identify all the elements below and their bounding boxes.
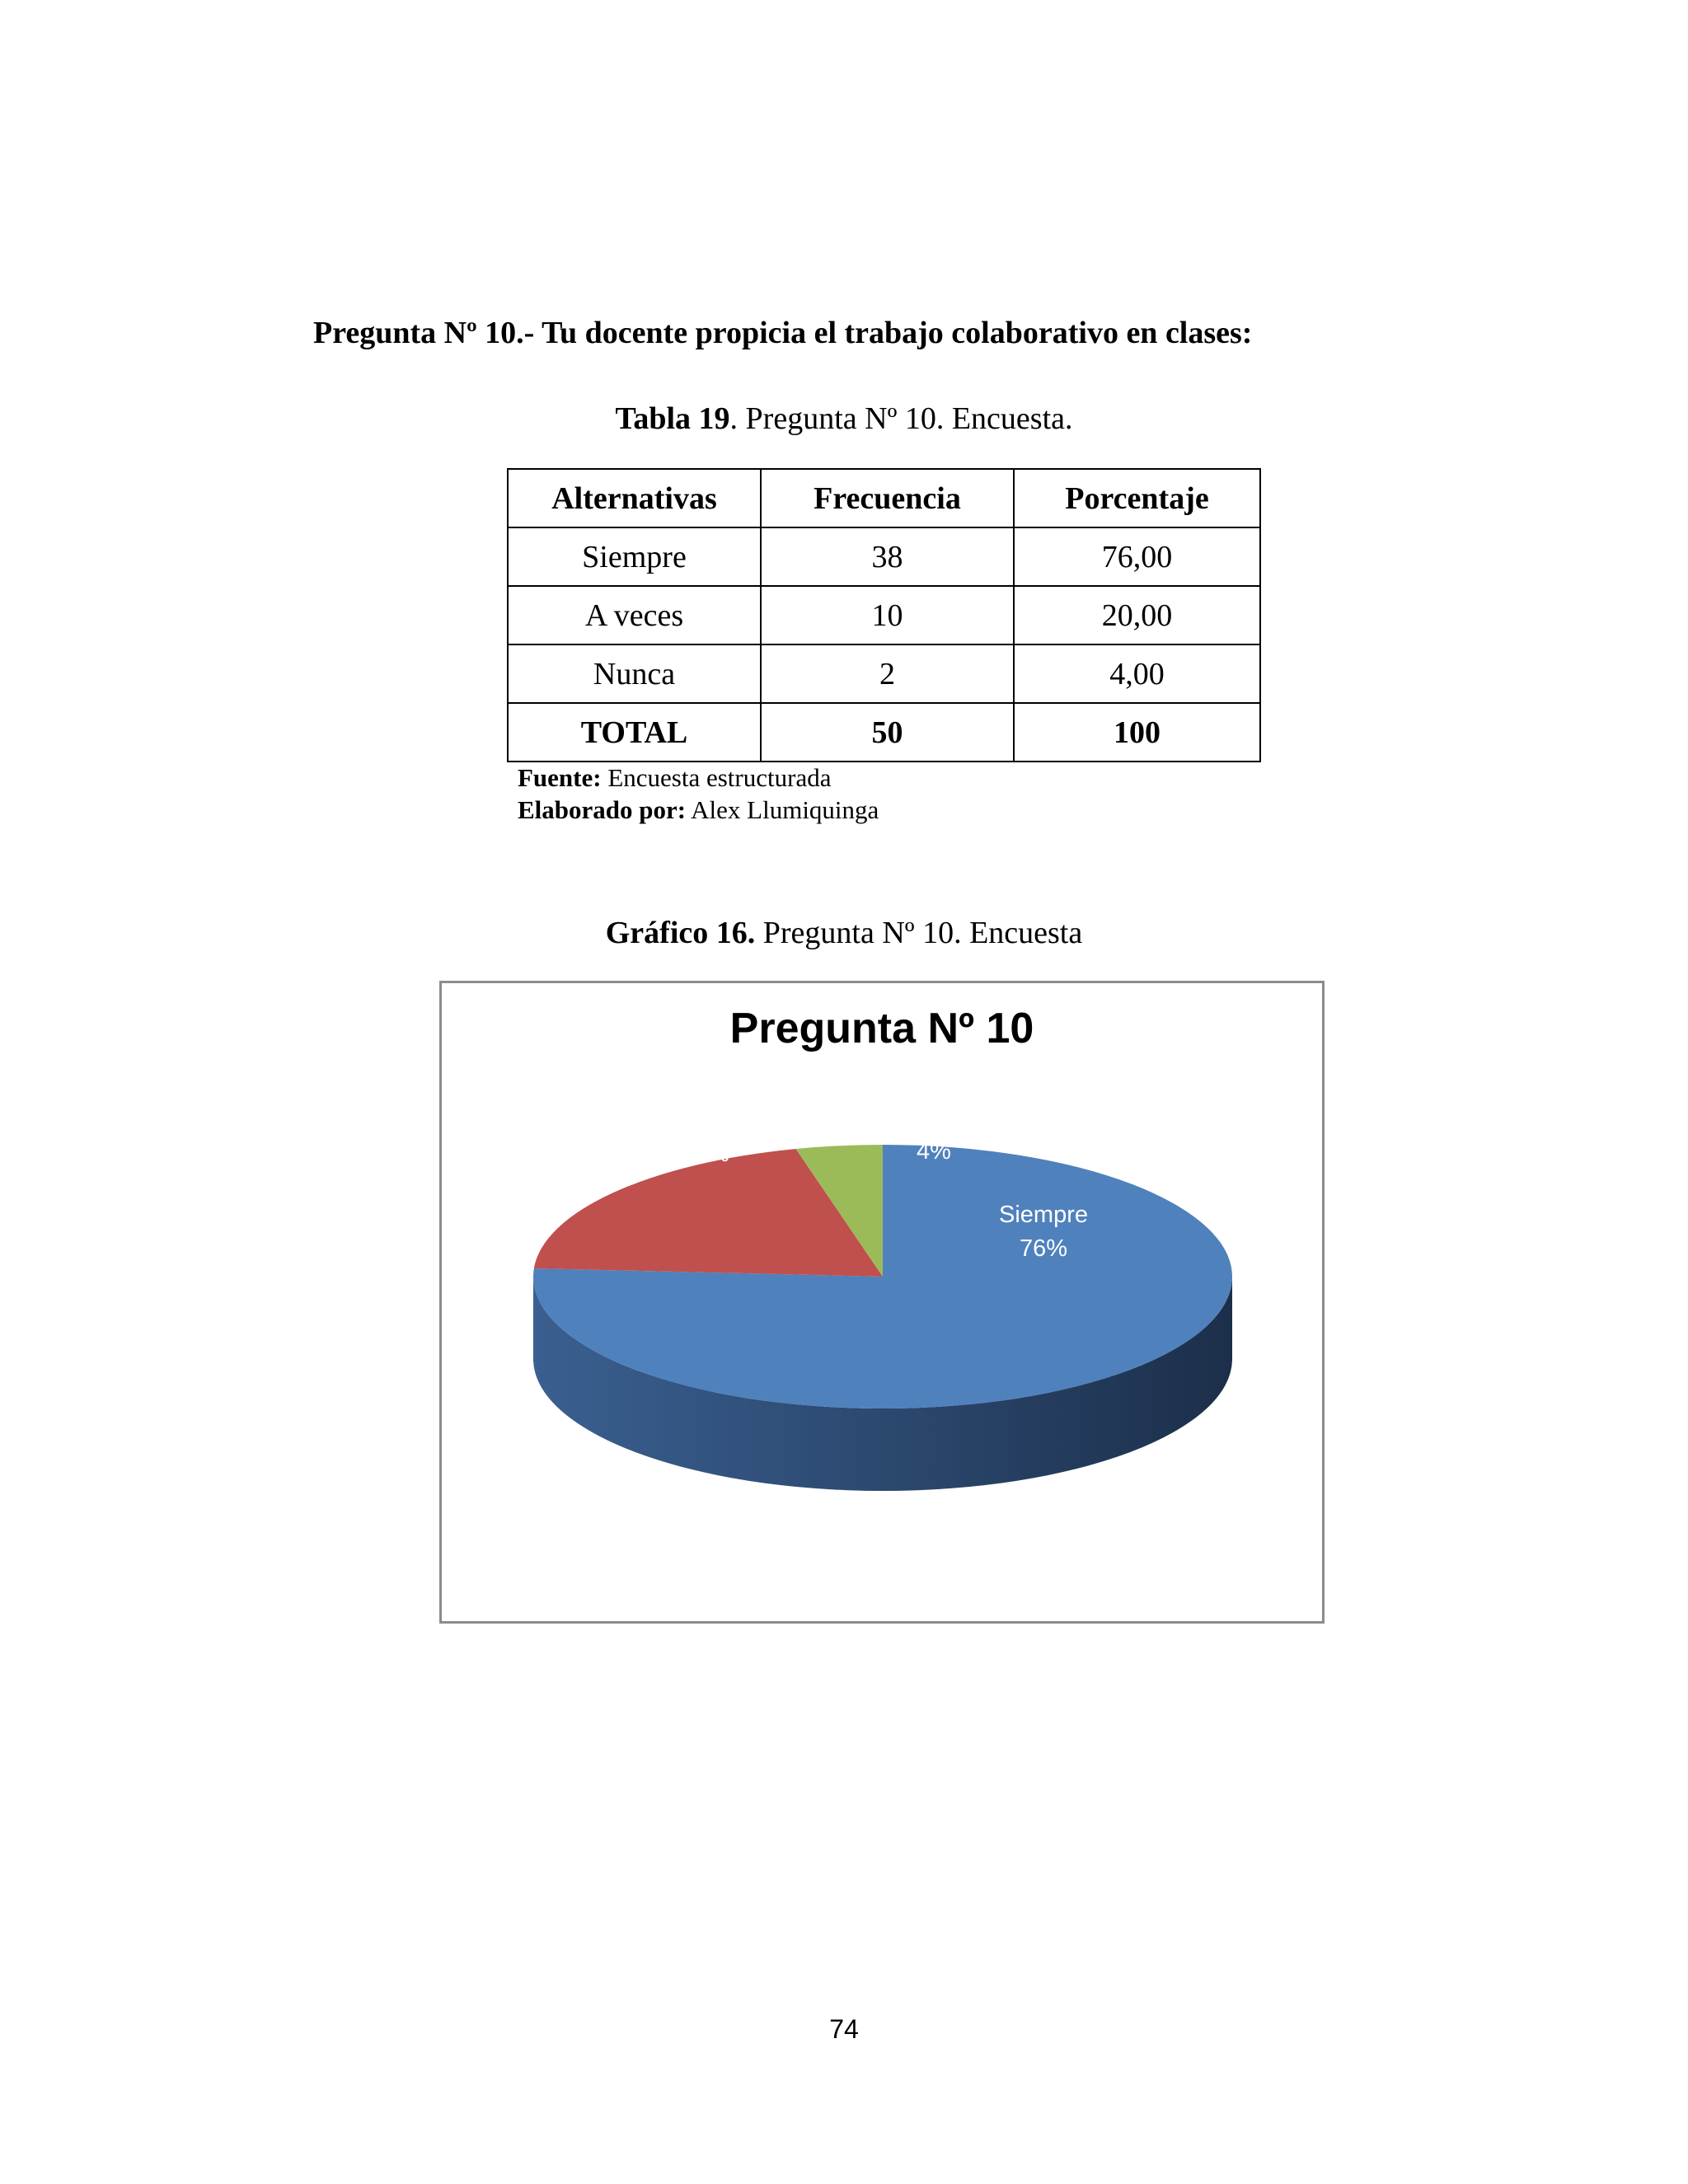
table-header-row: [508, 469, 1260, 527]
pie-label-percentage: 20%: [681, 1141, 730, 1167]
pie-chart: [442, 983, 1322, 1621]
header-porcentaje: Porcentaje: [1014, 469, 1260, 527]
cell-percentage: 76,00: [1014, 527, 1260, 586]
author-value: Alex Llumiquinga: [686, 795, 879, 824]
total-frequency: 50: [761, 703, 1014, 762]
cell-alternative: Nunca: [508, 644, 761, 703]
table-notes: [518, 762, 879, 826]
table-caption-text: . Pregunta Nº 10. Encuesta.: [729, 401, 1073, 436]
source-note: [518, 762, 879, 794]
chart-caption: [0, 915, 1688, 951]
author-note: [518, 794, 879, 826]
cell-frequency: 2: [761, 644, 1014, 703]
table-row: [508, 644, 1260, 703]
table-caption: [0, 401, 1688, 437]
table-row: [508, 586, 1260, 644]
cell-frequency: 10: [761, 586, 1014, 644]
source-label: Fuente:: [518, 763, 602, 792]
frequency-table: [507, 468, 1261, 762]
pie-label-category: A veces: [663, 1107, 748, 1133]
total-label: TOTAL: [508, 703, 761, 762]
cell-percentage: 4,00: [1014, 644, 1260, 703]
table-caption-label: Tabla 19: [615, 401, 730, 436]
author-label: Elaborado por:: [518, 795, 687, 824]
total-percentage: 100: [1014, 703, 1260, 762]
pie-chart-frame: [439, 981, 1325, 1624]
cell-alternative: A veces: [508, 586, 761, 644]
question-heading: Pregunta Nº 10.- Tu docente propicia el trabajo colaborativo en clases:: [313, 316, 1253, 350]
table-total-row: [508, 703, 1260, 762]
pie-label-category: Siempre: [999, 1202, 1088, 1228]
pie-label-category: Nunca: [899, 1104, 968, 1131]
header-alternativas: Alternativas: [508, 469, 761, 527]
cell-percentage: 20,00: [1014, 586, 1260, 644]
header-frecuencia: Frecuencia: [761, 469, 1014, 527]
source-value: Encuesta estructurada: [601, 763, 832, 792]
table-row: [508, 527, 1260, 586]
chart-title: Pregunta Nº 10: [729, 1005, 1034, 1052]
cell-alternative: Siempre: [508, 527, 761, 586]
cell-frequency: 38: [761, 527, 1014, 586]
pie-label-percentage: 4%: [917, 1138, 951, 1165]
chart-caption-text: Pregunta Nº 10. Encuesta: [755, 916, 1083, 950]
chart-caption-label: Gráfico 16.: [605, 916, 756, 950]
pie-label-percentage: 76%: [1019, 1235, 1068, 1262]
page-number: 74: [829, 2014, 859, 2044]
